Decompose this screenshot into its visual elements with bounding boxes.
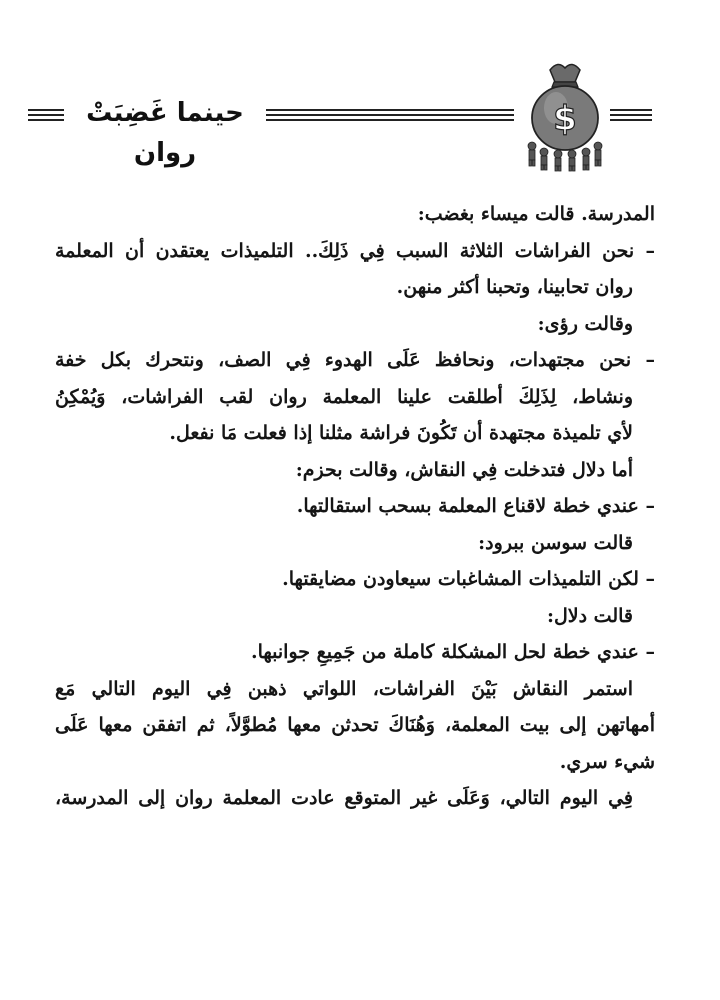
text-line: أما دلال فتدخلت فِي النقاش، وقالت بحزم: (295, 458, 633, 481)
story-body (55, 196, 655, 817)
text-line: استمر النقاش بَيْنَ الفراشات، اللواتي ذهبن فِي اليوم التالي مَع (55, 677, 633, 700)
text-line: – لكن التلميذات المشاغبات سيعاودن مضايقتها. (282, 568, 655, 590)
text-line: روان تحابينا، وتحبنا أكثر منهن. (396, 276, 633, 298)
decorative-rule-left (28, 109, 64, 121)
text-line: قالت سوسن ببرود: (478, 531, 633, 554)
text-line: – نحن مجتهدات، ونحافظ عَلَى الهدوء فِي الصف، ونتحرك بكل خفة (55, 349, 655, 371)
text-line: المدرسة. قالت ميساء بغضب: (417, 203, 655, 225)
decorative-rule-right (610, 109, 652, 121)
text-line: – عندي خطة لحل المشكلة كاملة من جَمِيعِ جوانبها. (251, 641, 655, 663)
text-line: – نحن الفراشات الثلاثة السبب فِي ذَلِكَ.. التلميذات يعتقدن أن المعلمة (55, 239, 655, 262)
page-header (0, 55, 720, 175)
text-line: فِي اليوم التالي، وَعَلَى غير المتوقع عادت المعلمة روان إلى المدرسة، (55, 787, 633, 809)
text-line: قالت دلال: (546, 604, 633, 627)
decorative-rule-middle (266, 109, 514, 121)
money-bag-with-children-icon (520, 60, 610, 172)
dollar-sign-icon: $ (553, 99, 577, 139)
text-line: شيء سري. (559, 750, 655, 773)
text-line: وقالت رؤى: (537, 312, 633, 335)
text-line: – عندي خطة لاقناع المعلمة بسحب استقالتها. (296, 495, 655, 517)
text-line: لأي تلميذة مجتهدة أن تَكُونَ فراشة مثلنا إذا فعلت مَا نفعل. (169, 422, 633, 444)
text-line: أمهاتهن إلى بيت المعلمة، وَهُنَاكَ تحدثن معها مُطوَّلاً، ثم اتفقن معها عَلَى (55, 714, 655, 736)
text-line: ونشاط، لِذَلِكَ أطلقت علينا المعلمة روان لقب الفراشات، وَيُمْكِنُ (55, 385, 633, 408)
story-title: حينما غَضِبَتْ روان (86, 98, 244, 168)
